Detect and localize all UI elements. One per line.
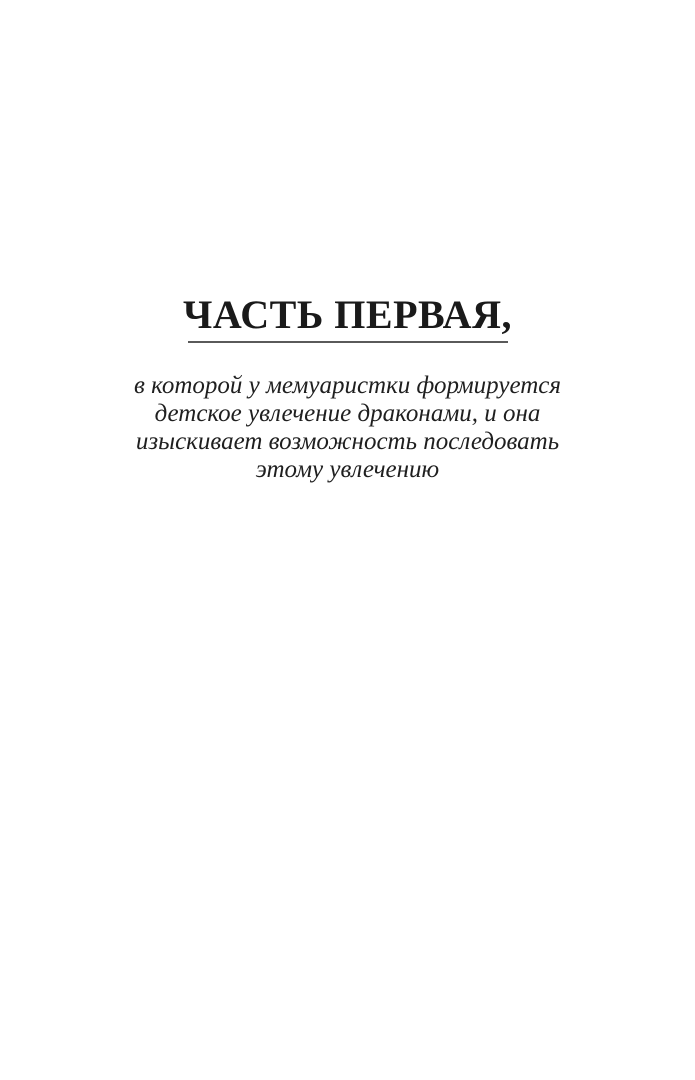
subtitle-line: изыскивает возможность последовать [135,428,560,455]
subtitle-line: в которой у мемуаристки формируется [133,372,561,399]
subtitle-line: этому увлечению [255,456,440,483]
heading-rule [188,341,508,343]
chapter-heading: ЧАСТЬ ПЕРВАЯ, [183,292,512,337]
subtitle-line: детское увлечение драконами, и она [154,400,541,427]
chapter-subtitle [0,372,695,484]
